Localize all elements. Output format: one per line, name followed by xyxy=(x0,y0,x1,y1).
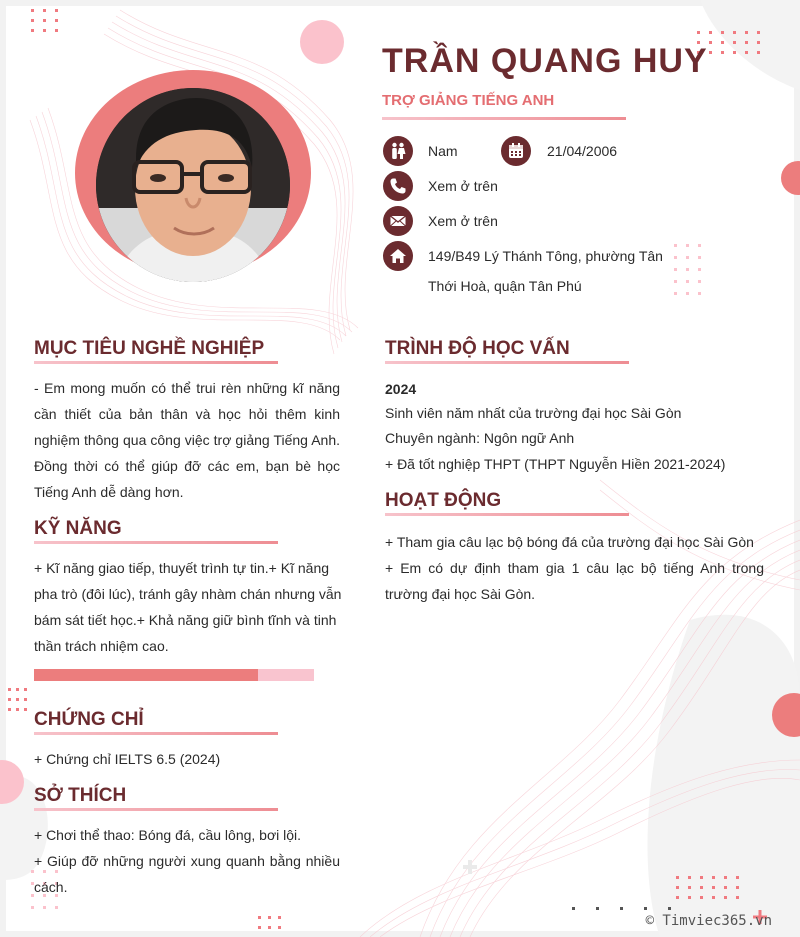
skill-level-bar-fill xyxy=(34,669,258,681)
education-year: 2024 xyxy=(385,381,417,397)
gender-value: Nam xyxy=(428,143,458,159)
certificates-title: CHỨNG CHỈ xyxy=(34,709,144,730)
education-underline xyxy=(385,361,629,364)
watermark: © Timviec365.vn xyxy=(645,913,772,929)
education-line-1: Sinh viên năm nhất của trường đại học Sài Gòn xyxy=(385,405,682,421)
phone-icon xyxy=(383,171,413,201)
skills-title: KỸ NĂNG xyxy=(34,518,122,539)
calendar-icon xyxy=(501,136,531,166)
birthdate-value: 21/04/2006 xyxy=(547,143,618,159)
hobbies-underline xyxy=(34,808,278,811)
email-value: Xem ở trên xyxy=(428,213,498,229)
activities-line-2: + Em có dự định tham gia 1 câu lạc bộ tiếng Anh trong trường đại học Sài Gòn. xyxy=(385,560,764,602)
email-icon xyxy=(383,206,413,236)
gender-icon xyxy=(383,136,413,166)
skills-text: + Kĩ năng giao tiếp, thuyết trình tự tin.+ Kĩ năng pha trò (đôi lúc), tránh gây nhàm chán nhưng vẫn bám sát tiết học.+ Khả năng giữ bình tĩnh và tinh thần trách nhiệm cao. xyxy=(34,560,342,654)
objective-underline xyxy=(34,361,278,364)
activities-underline xyxy=(385,513,629,516)
education-line-3: + Đã tốt nghiệp THPT (THPT Nguyễn Hiền 2021-2024) xyxy=(385,456,726,472)
home-icon xyxy=(383,241,413,271)
address-line-1: 149/B49 Lý Thánh Tông, phường Tân xyxy=(428,248,663,264)
objective-title: MỤC TIÊU NGHỀ NGHIỆP xyxy=(34,338,265,359)
certificates-text: + Chứng chỉ IELTS 6.5 (2024) xyxy=(34,751,221,767)
hobbies-title: SỞ THÍCH xyxy=(34,785,127,806)
education-line-2: Chuyên ngành: Ngôn ngữ Anh xyxy=(385,430,575,446)
title-underline xyxy=(382,117,626,120)
activities-line-1: + Tham gia câu lạc bộ bóng đá của trường đại học Sài Gòn xyxy=(385,534,754,550)
hobbies-line-2: + Giúp đỡ những người xung quanh bằng nhiều cách. xyxy=(34,853,340,895)
activities-title: HOẠT ĐỘNG xyxy=(385,490,502,511)
skill-level-bar-track xyxy=(258,669,314,681)
certificates-underline xyxy=(34,732,278,735)
objective-text: - Em mong muốn có thể trui rèn những kĩ năng cần thiết của bản thân và học hỏi thêm kinh nghiệm thông qua công việc trợ giảng Tiếng Anh. Đồng thời có thể giúp đỡ các em, bạn bè học Tiếng Anh dễ dàng hơn. xyxy=(34,380,340,500)
job-title: TRỢ GIẢNG TIẾNG ANH xyxy=(382,92,555,109)
hobbies-line-1: + Chơi thể thao: Bóng đá, cầu lông, bơi lội. xyxy=(34,827,302,843)
profile-photo xyxy=(96,88,290,282)
candidate-name: TRẦN QUANG HUY xyxy=(382,42,708,80)
education-title: TRÌNH ĐỘ HỌC VẤN xyxy=(385,338,570,359)
address-line-2: Thới Hoà, quận Tân Phú xyxy=(428,278,582,294)
phone-value: Xem ở trên xyxy=(428,178,498,194)
skills-underline xyxy=(34,541,278,544)
